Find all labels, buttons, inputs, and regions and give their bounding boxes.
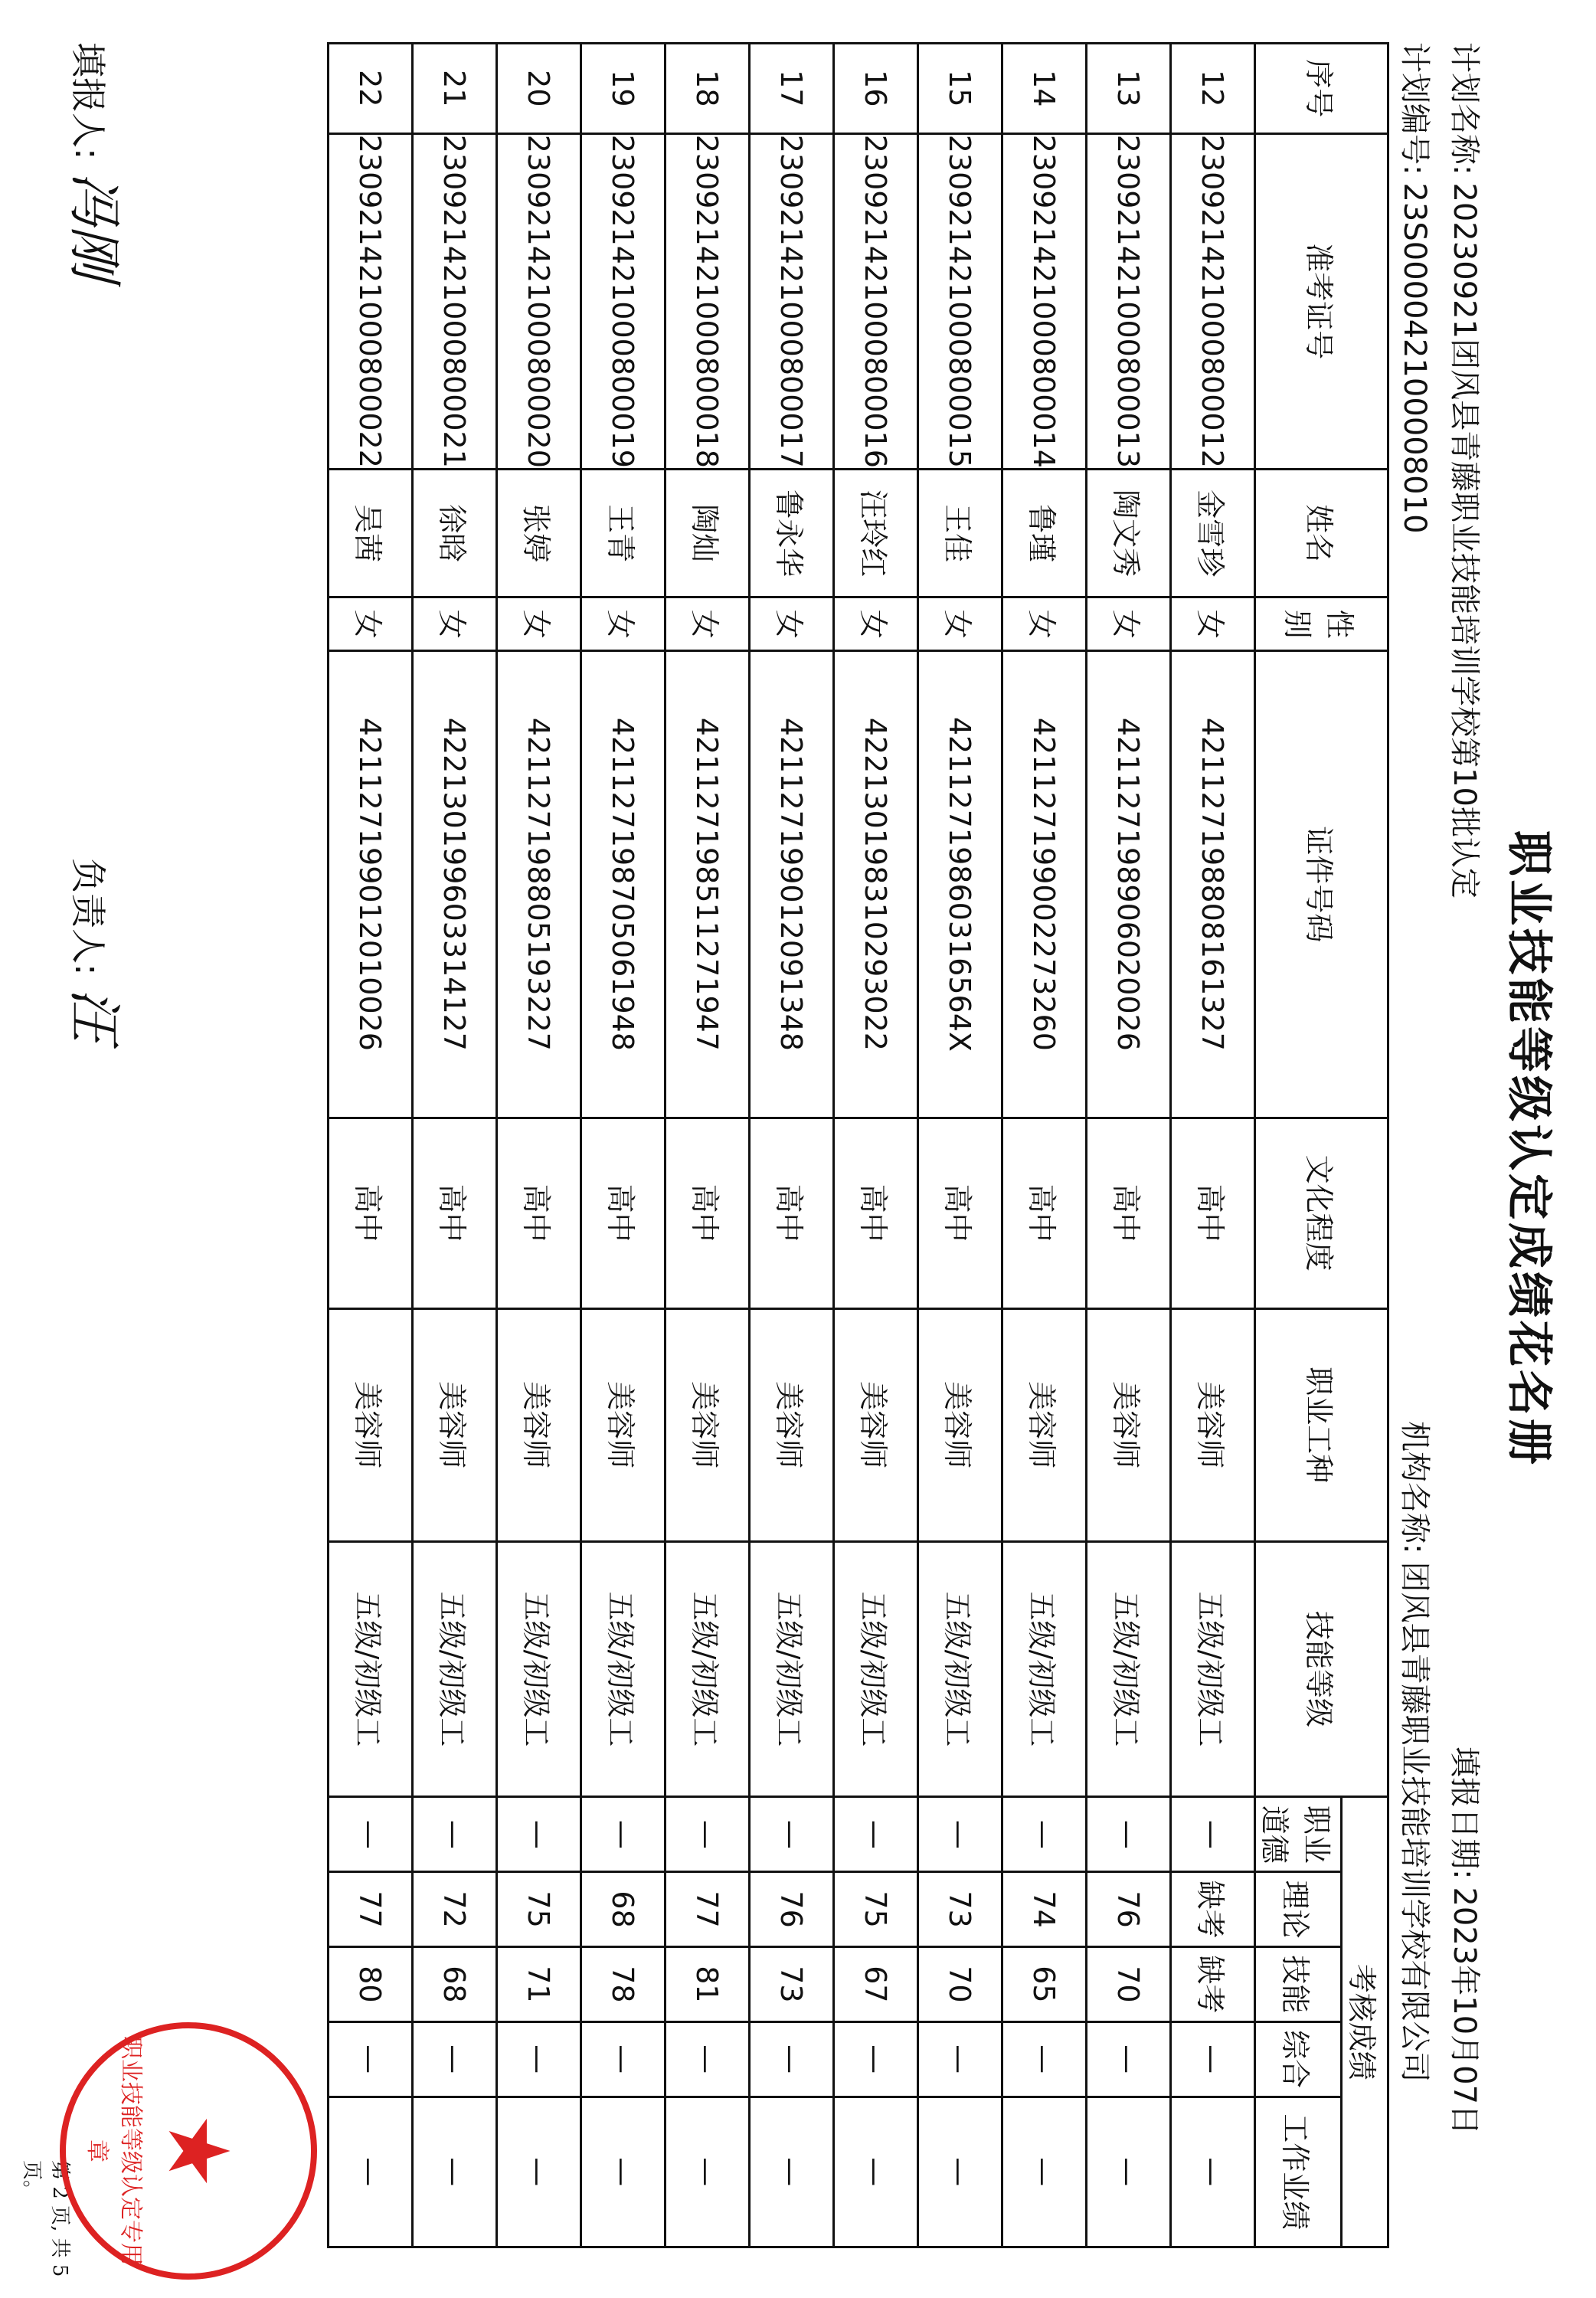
cell-ethics: — [329, 1797, 413, 1872]
cell-id-no: 421127199012091348 [750, 651, 834, 1118]
header-exam-no: 准考证号 [1255, 133, 1388, 469]
cell-exam-no: 230921421000800019 [581, 133, 666, 469]
cell-theory: 75 [497, 1872, 581, 1947]
cell-gender: 女 [1002, 597, 1087, 651]
cell-ethics: — [497, 1797, 581, 1872]
cell-skill: 78 [581, 1947, 666, 2022]
cell-work: — [666, 2097, 750, 2247]
cell-work: — [1002, 2097, 1087, 2247]
seal-text: 职业技能等级认定专用章 [83, 2036, 144, 2266]
cell-id-no: 421127198805193227 [497, 651, 581, 1118]
cell-work: — [1171, 2097, 1255, 2247]
cell-gender: 女 [750, 597, 834, 651]
cell-seq: 19 [581, 44, 666, 134]
cell-name: 王佳 [918, 469, 1002, 597]
cell-skill: 71 [497, 1947, 581, 2022]
manager-label: 负责人: [67, 858, 109, 976]
score-table [327, 42, 1389, 2248]
cell-skill: 70 [1087, 1947, 1171, 2022]
cell-name: 陶灿 [666, 469, 750, 597]
page-number: 第 2 页, 共 5 页。 [20, 2160, 71, 2277]
report-date [1445, 1746, 1489, 2135]
cell-exam-no: 230921421000800015 [918, 133, 1002, 469]
cell-ethics: — [1171, 1797, 1255, 1872]
cell-gender: 女 [329, 597, 413, 651]
cell-exam-no: 230921421000800012 [1171, 133, 1255, 469]
cell-level: 五级/初级工 [413, 1541, 497, 1797]
cell-name: 陶文秀 [1087, 469, 1171, 597]
cell-level: 五级/初级工 [750, 1541, 834, 1797]
header-occupation: 职业工种 [1255, 1308, 1388, 1541]
manager-signature: 汪 [63, 987, 126, 1042]
cell-occupation: 美容师 [413, 1308, 497, 1541]
cell-level: 五级/初级工 [918, 1541, 1002, 1797]
cell-occupation: 美容师 [1087, 1308, 1171, 1541]
cell-level: 五级/初级工 [1171, 1541, 1255, 1797]
cell-occupation: 美容师 [329, 1308, 413, 1541]
plan-name [1445, 42, 1489, 899]
cell-seq: 16 [834, 44, 918, 134]
cell-comprehensive: — [1171, 2021, 1255, 2097]
table-row [666, 44, 750, 2247]
cell-exam-no: 230921421000800017 [750, 133, 834, 469]
cell-exam-no: 230921421000800021 [413, 133, 497, 469]
cell-level: 五级/初级工 [497, 1541, 581, 1797]
cell-work: — [413, 2097, 497, 2247]
org-name-value: 团风县青藤职业技能培训学校有限公司 [1397, 1561, 1432, 2083]
cell-gender: 女 [1087, 597, 1171, 651]
cell-comprehensive: — [918, 2021, 1002, 2097]
cell-name: 王青 [581, 469, 666, 597]
cell-work: — [750, 2097, 834, 2247]
cell-ethics: — [413, 1797, 497, 1872]
cell-seq: 18 [666, 44, 750, 134]
cell-skill: 65 [1002, 1947, 1087, 2022]
cell-comprehensive: — [1087, 2021, 1171, 2097]
plan-number [1395, 42, 1439, 534]
header-score-group: 考核成绩 [1342, 1797, 1388, 2247]
filler-block [60, 42, 137, 280]
header-theory: 理论 [1255, 1872, 1342, 1947]
cell-work: — [1087, 2097, 1171, 2247]
cell-work: — [581, 2097, 666, 2247]
table-row [1171, 44, 1255, 2247]
cell-theory: 68 [581, 1872, 666, 1947]
cell-skill: 70 [918, 1947, 1002, 2022]
cell-comprehensive: — [666, 2021, 750, 2097]
plan-number-label: 计划编号: [1397, 42, 1432, 175]
cell-education: 高中 [918, 1118, 1002, 1308]
cell-name: 徐晗 [413, 469, 497, 597]
cell-exam-no: 230921421000800014 [1002, 133, 1087, 469]
cell-skill: 73 [750, 1947, 834, 2022]
cell-theory: 74 [1002, 1872, 1087, 1947]
cell-occupation: 美容师 [750, 1308, 834, 1541]
cell-level: 五级/初级工 [1087, 1541, 1171, 1797]
cell-occupation: 美容师 [834, 1308, 918, 1541]
cell-seq: 14 [1002, 44, 1087, 134]
cell-comprehensive: — [834, 2021, 918, 2097]
cell-education: 高中 [666, 1118, 750, 1308]
cell-ethics: — [918, 1797, 1002, 1872]
cell-level: 五级/初级工 [834, 1541, 918, 1797]
header-ethics: 职业道德 [1255, 1797, 1342, 1872]
cell-seq: 21 [413, 44, 497, 134]
header-skill-level: 技能等级 [1255, 1541, 1388, 1797]
cell-exam-no: 230921421000800016 [834, 133, 918, 469]
cell-theory: 72 [413, 1872, 497, 1947]
cell-level: 五级/初级工 [1002, 1541, 1087, 1797]
cell-theory: 76 [1087, 1872, 1171, 1947]
header-skill: 技能 [1255, 1947, 1342, 2022]
cell-gender: 女 [918, 597, 1002, 651]
cell-comprehensive: — [581, 2021, 666, 2097]
cell-work: — [329, 2097, 413, 2247]
cell-gender: 女 [497, 597, 581, 651]
cell-occupation: 美容师 [497, 1308, 581, 1541]
org-name [1395, 1421, 1439, 2082]
cell-level: 五级/初级工 [581, 1541, 666, 1797]
cell-education: 高中 [581, 1118, 666, 1308]
cell-theory: 76 [750, 1872, 834, 1947]
cell-seq: 15 [918, 44, 1002, 134]
cell-name: 吴茜 [329, 469, 413, 597]
cell-name: 鲁瑾 [1002, 469, 1087, 597]
cell-skill: 81 [666, 1947, 750, 2022]
cell-seq: 17 [750, 44, 834, 134]
cell-exam-no: 230921421000800018 [666, 133, 750, 469]
cell-education: 高中 [1087, 1118, 1171, 1308]
table-header-row [1342, 44, 1388, 2247]
table-row [497, 44, 581, 2247]
cell-seq: 22 [329, 44, 413, 134]
cell-ethics: — [1002, 1797, 1087, 1872]
cell-id-no: 422130199603314127 [413, 651, 497, 1118]
report-date-label: 填报日期: [1447, 1746, 1482, 1880]
cell-work: — [834, 2097, 918, 2247]
cell-work: — [918, 2097, 1002, 2247]
official-seal [60, 2022, 317, 2280]
cell-id-no: 421127198511271947 [666, 651, 750, 1118]
cell-name: 汪玲红 [834, 469, 918, 597]
cell-comprehensive: — [1002, 2021, 1087, 2097]
cell-id-no: 421127199002273260 [1002, 651, 1087, 1118]
cell-gender: 女 [581, 597, 666, 651]
cell-comprehensive: — [413, 2021, 497, 2097]
cell-name: 张婷 [497, 469, 581, 597]
header-work-performance: 工作业绩 [1255, 2097, 1342, 2247]
table-row [918, 44, 1002, 2247]
cell-education: 高中 [497, 1118, 581, 1308]
cell-occupation: 美容师 [918, 1308, 1002, 1541]
cell-ethics: — [581, 1797, 666, 1872]
plan-name-label: 计划名称: [1447, 42, 1482, 175]
cell-gender: 女 [666, 597, 750, 651]
cell-id-no: 421127199012010026 [329, 651, 413, 1118]
cell-education: 高中 [413, 1118, 497, 1308]
cell-level: 五级/初级工 [666, 1541, 750, 1797]
cell-occupation: 美容师 [1171, 1308, 1255, 1541]
cell-exam-no: 230921421000800013 [1087, 133, 1171, 469]
cell-gender: 女 [413, 597, 497, 651]
table-row [834, 44, 918, 2247]
table-row [1002, 44, 1087, 2247]
header-gender: 性别 [1255, 597, 1388, 651]
cell-ethics: — [1087, 1797, 1171, 1872]
table-row [581, 44, 666, 2247]
cell-ethics: — [834, 1797, 918, 1872]
cell-seq: 12 [1171, 44, 1255, 134]
cell-exam-no: 230921421000800022 [329, 133, 413, 469]
cell-ethics: — [666, 1797, 750, 1872]
cell-id-no: 42112719860316564X [918, 651, 1002, 1118]
cell-skill: 缺考 [1171, 1947, 1255, 2022]
cell-seq: 13 [1087, 44, 1171, 134]
table-row [329, 44, 413, 2247]
cell-gender: 女 [1171, 597, 1255, 651]
cell-work: — [497, 2097, 581, 2247]
plan-number-value: 23S000042100008010 [1397, 182, 1432, 534]
cell-occupation: 美容师 [1002, 1308, 1087, 1541]
cell-comprehensive: — [750, 2021, 834, 2097]
filler-signature: 冯刚 [63, 172, 126, 280]
header-id-no: 证件号码 [1255, 651, 1388, 1118]
cell-exam-no: 230921421000800020 [497, 133, 581, 469]
org-name-label: 机构名称: [1397, 1421, 1432, 1554]
cell-theory: 75 [834, 1872, 918, 1947]
cell-theory: 77 [666, 1872, 750, 1947]
cell-education: 高中 [1171, 1118, 1255, 1308]
cell-gender: 女 [834, 597, 918, 651]
cell-seq: 20 [497, 44, 581, 134]
cell-skill: 67 [834, 1947, 918, 2022]
cell-name: 鲁永华 [750, 469, 834, 597]
cell-comprehensive: — [497, 2021, 581, 2097]
cell-education: 高中 [834, 1118, 918, 1308]
cell-skill: 80 [329, 1947, 413, 2022]
cell-id-no: 421127198705061948 [581, 651, 666, 1118]
report-date-value: 2023年10月07日 [1447, 1887, 1482, 2136]
header-comprehensive: 综合 [1255, 2021, 1342, 2097]
page-title: 职业技能等级认定成绩花名册 [1502, 830, 1555, 1468]
cell-theory: 缺考 [1171, 1872, 1255, 1947]
table-row [1087, 44, 1171, 2247]
manager-block [60, 858, 137, 1042]
cell-id-no: 421127198808161327 [1171, 651, 1255, 1118]
cell-occupation: 美容师 [581, 1308, 666, 1541]
cell-theory: 77 [329, 1872, 413, 1947]
cell-skill: 68 [413, 1947, 497, 2022]
header-name: 姓名 [1255, 469, 1388, 597]
plan-name-value: 20230921团风县青藤职业技能培训学校第10批认定 [1447, 182, 1482, 899]
cell-id-no: 422130198310293022 [834, 651, 918, 1118]
header-education: 文化程度 [1255, 1118, 1388, 1308]
cell-ethics: — [750, 1797, 834, 1872]
cell-education: 高中 [329, 1118, 413, 1308]
seal-star-icon: ★ [149, 2113, 247, 2189]
filler-label: 填报人: [67, 42, 109, 160]
table-row [750, 44, 834, 2247]
cell-comprehensive: — [329, 2021, 413, 2097]
cell-education: 高中 [750, 1118, 834, 1308]
header-seq: 序号 [1255, 44, 1388, 134]
cell-education: 高中 [1002, 1118, 1087, 1308]
cell-name: 金雪珍 [1171, 469, 1255, 597]
cell-level: 五级/初级工 [329, 1541, 413, 1797]
table-row [413, 44, 497, 2247]
cell-theory: 73 [918, 1872, 1002, 1947]
cell-occupation: 美容师 [666, 1308, 750, 1541]
cell-id-no: 421127198906020026 [1087, 651, 1171, 1118]
